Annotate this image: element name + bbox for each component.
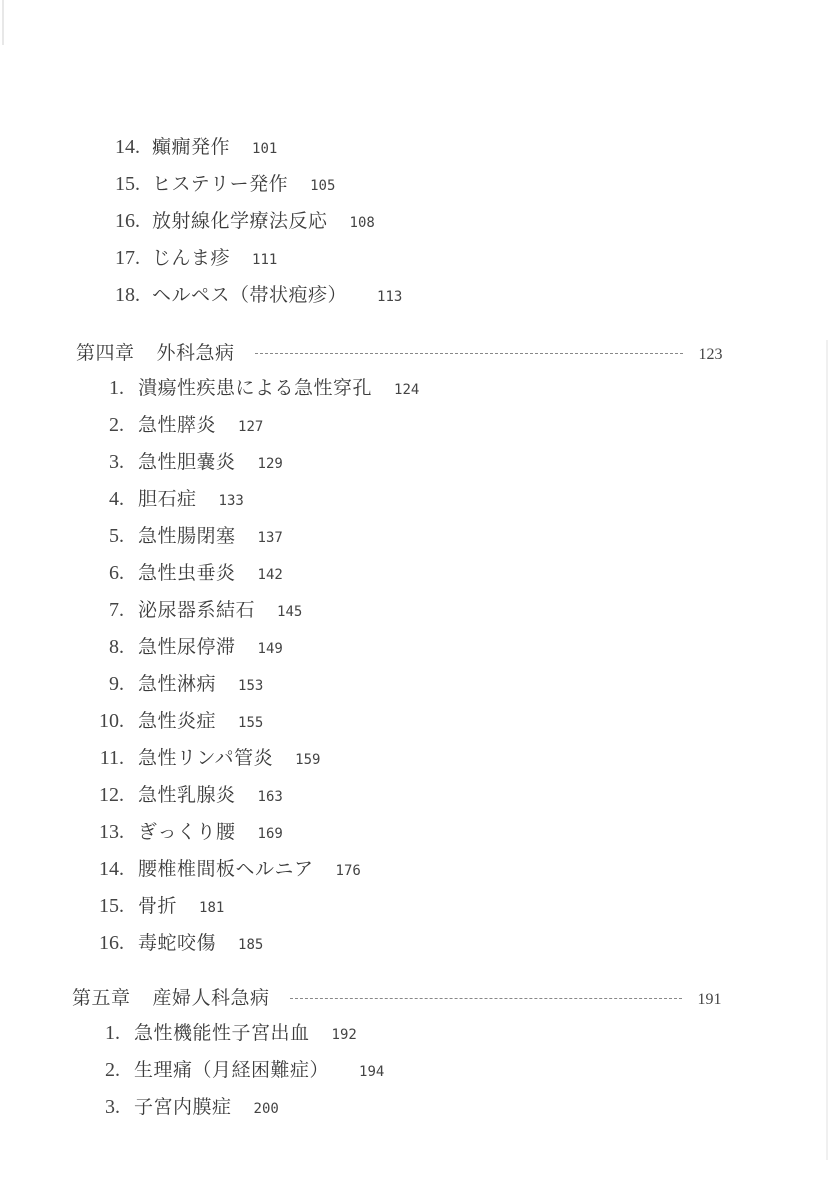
- toc-entry: [90, 669, 263, 696]
- toc-entry: [86, 1018, 357, 1045]
- entry-title: 骨折: [138, 895, 178, 917]
- entry-title: ぎっくり腰: [138, 821, 236, 843]
- entry-page: 113: [377, 289, 403, 305]
- entry-title: ヘルペス（帯状疱疹）: [152, 284, 348, 306]
- entry-number: 5.: [109, 525, 124, 547]
- chapter-heading: [72, 983, 722, 1010]
- toc-entry: [90, 521, 283, 548]
- entry-title: 胆石症: [138, 488, 197, 510]
- entry-page: 127: [238, 419, 264, 435]
- entry-page: 129: [257, 456, 283, 472]
- entry-number: 17.: [115, 247, 140, 269]
- entry-number: 7.: [109, 599, 124, 621]
- entry-page: 169: [257, 826, 283, 842]
- entry-page: 192: [331, 1027, 357, 1043]
- chapter-label: 第五章: [72, 987, 131, 1009]
- chapter-title: 産婦人科急病: [152, 987, 270, 1009]
- toc-entry: [90, 410, 263, 437]
- entry-title: 生理痛（月経困難症）: [134, 1059, 330, 1081]
- toc-entry: [86, 1092, 279, 1119]
- entry-page: 185: [238, 937, 264, 953]
- entry-title: 急性淋病: [138, 673, 217, 695]
- entry-number: 9.: [109, 673, 124, 695]
- toc-entry: [90, 854, 361, 881]
- toc-entry: [90, 243, 277, 270]
- entry-page: 108: [349, 215, 375, 231]
- toc-entry: [90, 743, 320, 770]
- entry-title: 急性炎症: [138, 710, 217, 732]
- chapter-page: 123: [698, 346, 723, 363]
- dotted-leader: [255, 353, 683, 354]
- toc-entry: [90, 632, 283, 659]
- entry-number: 11.: [99, 747, 124, 769]
- toc-entry: [90, 595, 302, 622]
- entry-number: 3.: [109, 451, 124, 473]
- entry-page: 159: [295, 752, 321, 768]
- toc-entry: [90, 484, 244, 511]
- entry-page: 181: [199, 900, 225, 916]
- scan-edge-mark-right: [826, 340, 828, 1160]
- entry-number: 16.: [99, 932, 124, 954]
- entry-page: 145: [277, 604, 303, 620]
- entry-page: 133: [218, 493, 244, 509]
- toc-entry: [90, 280, 402, 307]
- toc-entry: [90, 928, 263, 955]
- entry-title: 急性リンパ管炎: [138, 747, 274, 769]
- entry-title: 泌尿器系結石: [138, 599, 256, 621]
- entry-number: 18.: [115, 284, 140, 306]
- entry-title: 急性虫垂炎: [138, 562, 236, 584]
- entry-number: 15.: [99, 895, 124, 917]
- entry-number: 6.: [109, 562, 124, 584]
- entry-number: 12.: [99, 784, 124, 806]
- entry-title: 子宮内膜症: [134, 1096, 232, 1118]
- entry-number: 10.: [99, 710, 124, 732]
- entry-number: 14.: [115, 136, 140, 158]
- toc-entry: [90, 706, 263, 733]
- toc-entry: [90, 891, 224, 918]
- entry-number: 8.: [109, 636, 124, 658]
- entry-title: 潰瘍性疾患による急性穿孔: [138, 377, 373, 399]
- toc-entry: [90, 132, 277, 159]
- entry-page: 149: [257, 641, 283, 657]
- entry-number: 1.: [105, 1022, 120, 1044]
- entry-page: 176: [335, 863, 361, 879]
- toc-entry: [90, 447, 283, 474]
- entry-page: 153: [238, 678, 264, 694]
- entry-title: 急性機能性子宮出血: [134, 1022, 310, 1044]
- entry-page: 155: [238, 715, 264, 731]
- entry-number: 3.: [105, 1096, 120, 1118]
- entry-number: 2.: [109, 414, 124, 436]
- entry-number: 14.: [99, 858, 124, 880]
- entry-number: 15.: [115, 173, 140, 195]
- entry-number: 4.: [109, 488, 124, 510]
- entry-number: 2.: [105, 1059, 120, 1081]
- chapter-label: 第四章: [76, 342, 135, 364]
- entry-page: 124: [394, 382, 420, 398]
- dotted-leader: [290, 998, 682, 999]
- chapter-page: 191: [697, 991, 722, 1008]
- entry-title: 放射線化学療法反応: [152, 210, 328, 232]
- entry-title: 急性腸閉塞: [138, 525, 236, 547]
- toc-entry: [90, 817, 283, 844]
- entry-title: 急性胆嚢炎: [138, 451, 236, 473]
- entry-page: 137: [257, 530, 283, 546]
- toc-entry: [90, 206, 375, 233]
- entry-title: 癲癇発作: [152, 136, 231, 158]
- entry-page: 101: [252, 141, 278, 157]
- entry-number: 13.: [99, 821, 124, 843]
- toc-entry: [90, 780, 283, 807]
- entry-title: 急性尿停滞: [138, 636, 236, 658]
- entry-page: 142: [257, 567, 283, 583]
- entry-page: 163: [257, 789, 283, 805]
- toc-entry: [90, 169, 335, 196]
- scan-edge-mark: [2, 0, 4, 45]
- entry-title: 急性乳腺炎: [138, 784, 236, 806]
- entry-page: 111: [252, 252, 278, 268]
- entry-title: 急性膵炎: [138, 414, 217, 436]
- entry-title: 毒蛇咬傷: [138, 932, 217, 954]
- chapter-title: 外科急病: [156, 342, 235, 364]
- entry-title: ヒステリー発作: [152, 173, 289, 195]
- toc-entry: [90, 373, 419, 400]
- entry-page: 105: [310, 178, 336, 194]
- chapter-heading: [76, 338, 723, 365]
- entry-title: 腰椎椎間板ヘルニア: [138, 858, 314, 880]
- entry-page: 194: [359, 1064, 385, 1080]
- entry-page: 200: [253, 1101, 279, 1117]
- entry-number: 16.: [115, 210, 140, 232]
- toc-entry: [90, 558, 283, 585]
- entry-title: じんま疹: [152, 247, 231, 269]
- toc-entry: [86, 1055, 384, 1082]
- entry-number: 1.: [109, 377, 124, 399]
